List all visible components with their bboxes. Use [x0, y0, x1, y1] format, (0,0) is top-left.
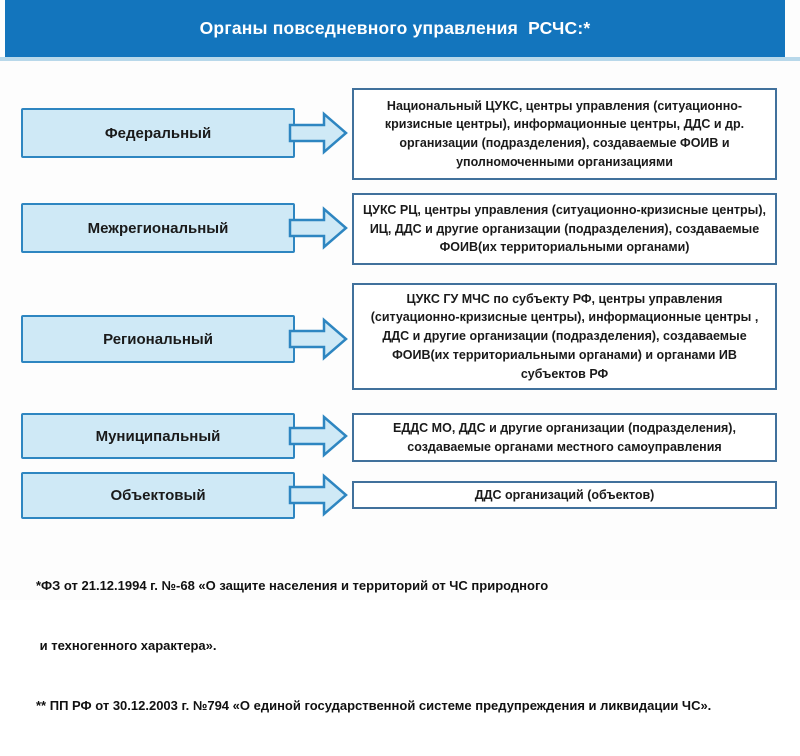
description-box-federal: [352, 88, 777, 180]
description-box-regional: [352, 283, 777, 390]
slide-title-bar: [5, 0, 785, 57]
description-box-object: [352, 481, 777, 509]
level-box-municipal: [21, 413, 295, 459]
page-title: Органы повседневного управления РСЧС:*: [199, 18, 591, 38]
description-text-interregional: ЦУКС РЦ, центры управления (ситуационно-кризисные центры), ИЦ, ДДС и другие организации (подразделения), создаваемые ФОИВ(их территориальными органами): [363, 202, 766, 255]
level-box-object: [21, 472, 295, 519]
footnotes: [36, 536, 786, 756]
level-label-regional: Региональный: [103, 330, 213, 348]
right-arrow-icon-municipal: [290, 414, 348, 458]
level-label-interregional: Межрегиональный: [87, 219, 229, 237]
level-box-federal: [21, 108, 295, 158]
right-arrow-icon-regional: [290, 317, 348, 361]
level-box-interregional: [21, 203, 295, 253]
description-text-object: ДДС организаций (объектов): [474, 487, 655, 502]
footnote-line-2: и техногенного характера».: [36, 638, 217, 653]
right-arrow-icon-federal: [290, 111, 348, 155]
right-arrow-icon-interregional: [290, 206, 348, 250]
description-text-municipal: ЕДДС МО, ДДС и другие организации (подразделения), создаваемые органами местного самоуправления: [393, 420, 736, 454]
title-accent-strip: [0, 57, 800, 61]
footnote-line-3: ** ПП РФ от 30.12.2003 г. №794 «О единой государственной системе предупреждения и ликвидации ЧС».: [36, 698, 712, 713]
description-text-federal: Национальный ЦУКС, центры управления (ситуационно-кризисные центры), информационные центры, ДДС и др. организации (подразделения), создаваемые ФОИВ и уполномоченными организациями: [384, 98, 745, 169]
level-label-municipal: Муниципальный: [95, 427, 221, 445]
description-text-regional: ЦУКС ГУ МЧС по субъекту РФ, центры управления (ситуационно-кризисные центры), информационные центры , ДДС и другие организации (подразделения), создаваемые ФОИВ(их территориальными органами) и органами ИВ субъектов РФ: [370, 291, 759, 381]
footnote-line-1: *ФЗ от 21.12.1994 г. №-68 «О защите населения и территорий от ЧС природного: [36, 578, 549, 593]
description-box-interregional: [352, 193, 777, 265]
level-label-federal: Федеральный: [104, 124, 212, 142]
right-arrow-icon-object: [290, 473, 348, 517]
level-box-regional: [21, 315, 295, 363]
description-box-municipal: [352, 413, 777, 462]
level-label-object: Объектовый: [110, 487, 206, 504]
